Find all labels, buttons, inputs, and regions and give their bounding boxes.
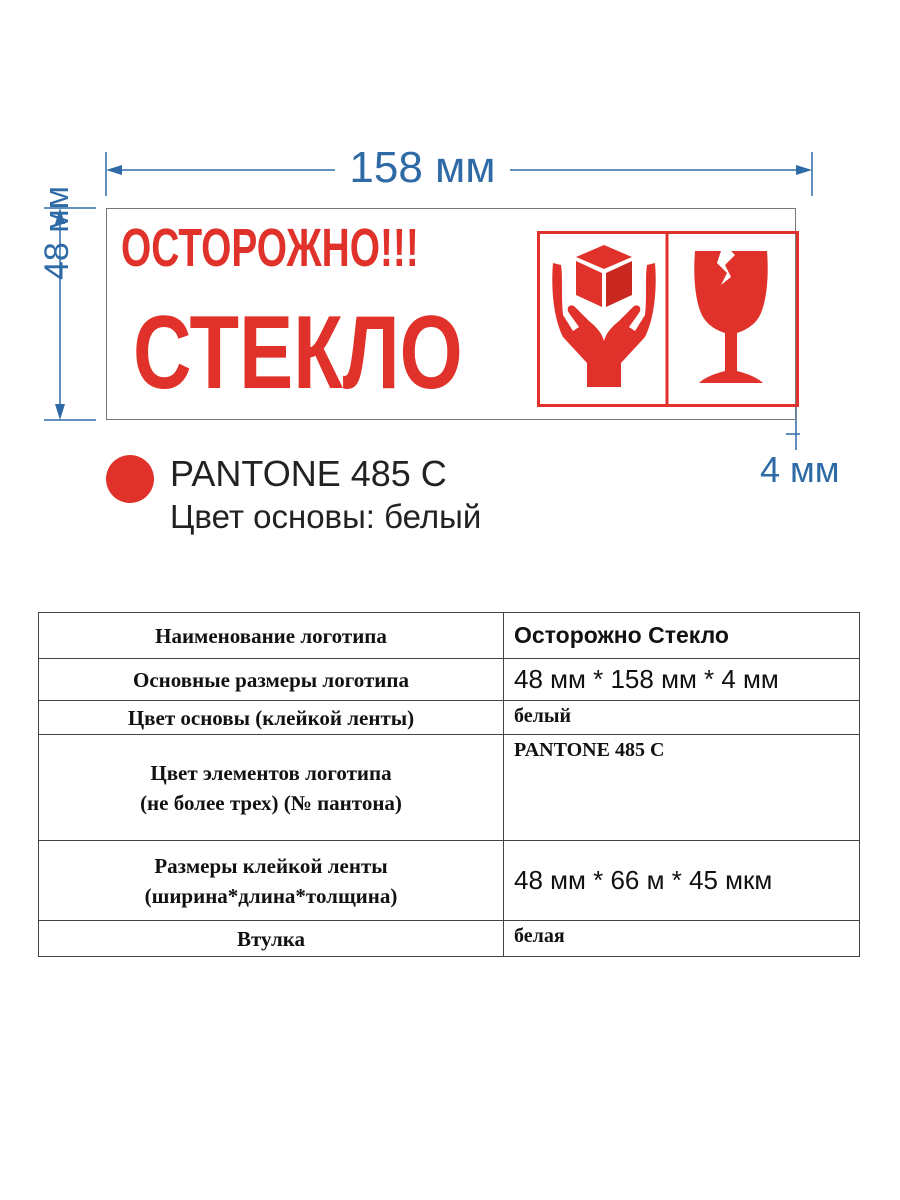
spec-value: PANTONE 485 C (504, 735, 860, 841)
table-row (39, 613, 860, 659)
spec-table (38, 612, 860, 957)
width-dimension-label: 158 мм (335, 146, 510, 190)
table-row (39, 701, 860, 735)
height-dimension-label: 48 мм (38, 185, 76, 280)
spec-key-line: Размеры клейкой ленты (154, 853, 388, 878)
pantone-label: PANTONE 485 C (170, 453, 447, 494)
label-glass-text: СТЕКЛО (133, 295, 463, 411)
handle-with-care-icon (547, 237, 661, 401)
spec-value: 48 мм * 158 мм * 4 мм (504, 659, 860, 701)
spec-value: белый (504, 701, 860, 735)
spec-key-line: Цвет элементов логотипа (150, 760, 392, 785)
spec-key: Наименование логотипа (39, 613, 504, 659)
spec-key: Втулка (39, 921, 504, 957)
spec-value: 48 мм * 66 м * 45 мкм (504, 841, 860, 921)
spec-key (39, 841, 504, 921)
table-row (39, 735, 860, 841)
pantone-color-swatch (106, 455, 154, 503)
spec-key-line: (ширина*длина*толщина) (144, 883, 398, 908)
base-color-label: Цвет основы: белый (170, 498, 482, 535)
spec-value: Осторожно Стекло (504, 613, 860, 659)
spec-key-line: (не более трех) (№ пантона) (140, 790, 402, 815)
spec-key: Цвет основы (клейкой ленты) (39, 701, 504, 735)
fragile-glass-icon (685, 245, 777, 393)
table-row (39, 841, 860, 921)
spec-key (39, 735, 504, 841)
table-row (39, 921, 860, 957)
table-row (39, 659, 860, 701)
spec-value: белая (504, 921, 860, 957)
label-caution-text: ОСТОРОЖНО!!! (121, 218, 419, 278)
spec-key: Основные размеры логотипа (39, 659, 504, 701)
label-preview (106, 208, 796, 420)
depth-dimension-label: 4 мм (760, 449, 840, 490)
